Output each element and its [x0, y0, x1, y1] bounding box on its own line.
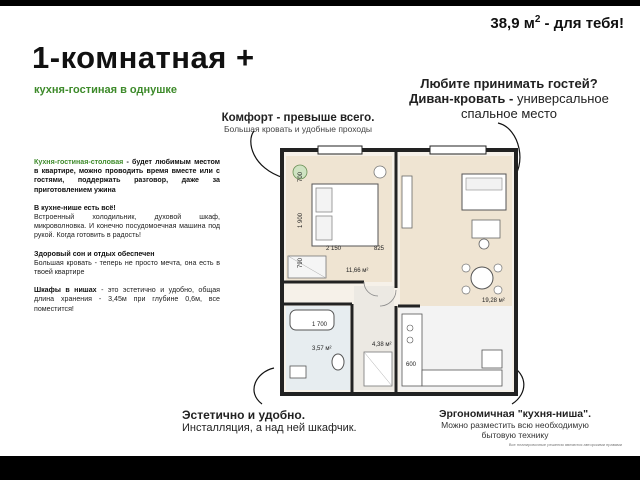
page-title: 1-комнатная +	[32, 40, 255, 75]
paragraph-lead: Здоровый сон и отдых обеспечен	[34, 249, 155, 258]
callout-lead: Диван-кровать -	[409, 91, 514, 106]
window	[318, 146, 362, 154]
desk	[472, 220, 500, 238]
nightstand	[374, 166, 386, 178]
dimension-label: 2 150	[326, 246, 342, 252]
kitchen-counter	[402, 314, 422, 386]
pillow	[316, 216, 332, 240]
paragraph-text: - будет любимым местом в квартире, можно проводить время вместе или с гостями, поддержать разговор, даже за приготовлением ужина	[34, 158, 220, 194]
callout-title: Эргономичная "кухня-ниша".	[439, 408, 591, 420]
toilet	[332, 354, 344, 370]
paragraph-text: Большая кровать - теперь не просто мечта, она есть в твоей квартире	[34, 258, 220, 277]
paragraph-text: Встроенный холодильник, духовой шкаф, микроволновка. И конечно посудомоечная машина под рукой. Когда готовить в радость!	[34, 213, 220, 240]
dimension-label: 790	[298, 257, 304, 268]
callout-title: Комфорт - превыше всего.	[221, 112, 375, 124]
chair	[494, 264, 502, 272]
dimension-label: 1 900	[298, 212, 304, 228]
leader-line	[254, 368, 274, 404]
area-superscript: 2	[534, 14, 541, 25]
chair	[462, 264, 470, 272]
dimension-label: 1 700	[312, 322, 328, 328]
chair	[494, 286, 502, 294]
room-area-hall: 4,38 м²	[372, 342, 392, 348]
room-area-bathroom: 3,57 м²	[312, 346, 332, 352]
sofa-cushion	[466, 178, 502, 190]
callout-subtitle: Инсталляция, а над ней шкафчик.	[182, 422, 357, 434]
dimension-label: 825	[374, 246, 385, 252]
paragraph-text: - это эстетично и удобно, общая длина хранения - 3,45м при глубине 0,6м, все поместится!	[34, 286, 221, 313]
paragraph-lead: Кухня-гостиная-столовая	[34, 158, 124, 166]
copyright-footnote: Все планировочные решения являются авторскими правами	[508, 442, 622, 447]
area-suffix: - для тебя!	[540, 15, 624, 32]
dining-table	[471, 267, 493, 289]
callout-text: универсальное	[513, 91, 609, 106]
kitchen-counter	[422, 370, 502, 386]
dimension-label: 600	[406, 362, 417, 368]
room-area-bedroom: 11,66 м²	[346, 268, 369, 274]
chair	[462, 286, 470, 294]
fridge	[482, 350, 502, 368]
callout-subtitle: Можно разместить всю необходимую бытовую технику	[441, 420, 589, 440]
callout-subtitle: Большая кровать и удобные проходы	[223, 124, 373, 134]
pillow	[316, 188, 332, 212]
area-value: 38,9 м	[490, 15, 535, 32]
callout-title: Эстетично и удобно.	[182, 408, 306, 422]
callout-text-line: спальное место	[460, 106, 558, 121]
dimension-label: 700	[298, 171, 304, 182]
plan-sheet	[0, 6, 640, 456]
shelf	[402, 176, 412, 228]
page-subtitle: кухня-гостиная в однушке	[34, 84, 178, 96]
sink	[290, 366, 306, 378]
paragraph-lead: Шкафы в нишах	[34, 286, 97, 295]
room-area-living: 19,28 м²	[482, 298, 505, 304]
chair	[479, 239, 489, 249]
callout-title: Любите принимать гостей?	[420, 76, 598, 91]
paragraph-lead: В кухне-нише есть всё!	[34, 203, 116, 212]
floor-plan	[0, 6, 640, 456]
leader-line	[251, 131, 284, 178]
window	[430, 146, 486, 154]
